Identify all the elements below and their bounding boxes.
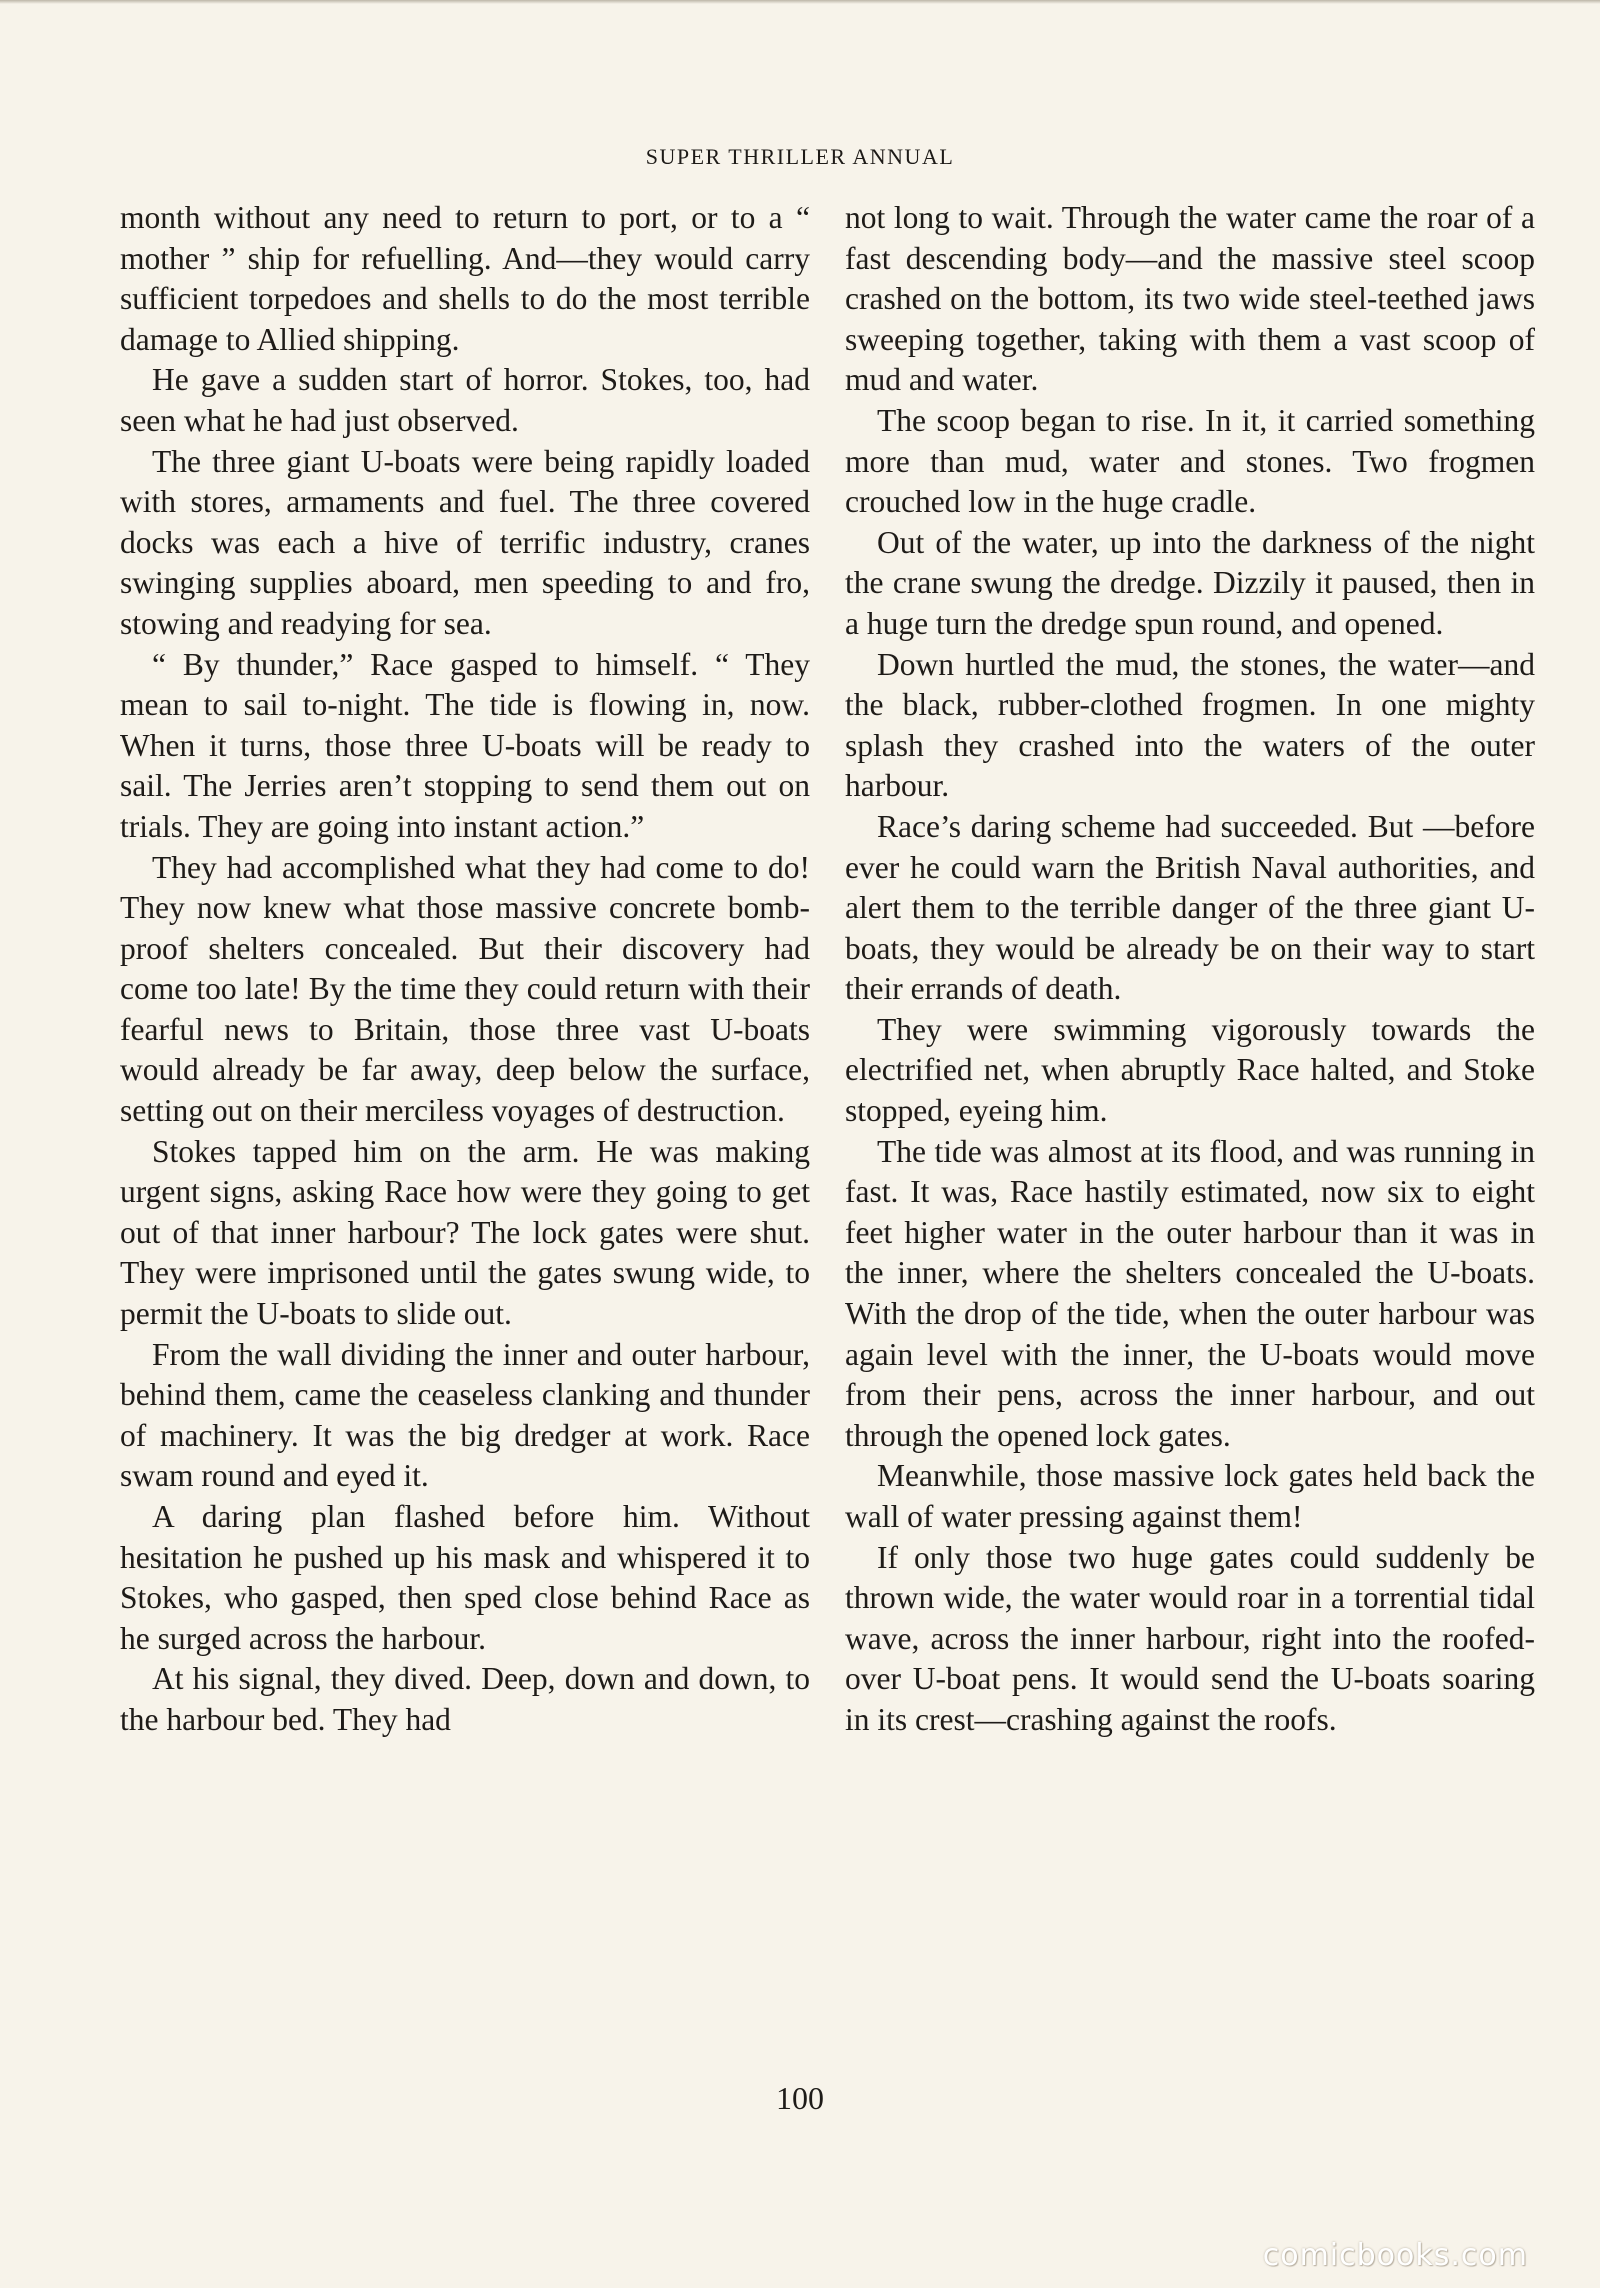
paragraph: A daring plan flashed before him. Without hesitation he pushed up his mask and whispered it to Stokes, who gasped, then sped close behind Race as he surged across the harbour. <box>120 1499 810 1656</box>
paragraph: Meanwhile, those massive lock gates held back the wall of water pressing against them! <box>845 1458 1535 1534</box>
paragraph: month without any need to return to port, or to a “ mother ” ship for refuelling. And—they would carry sufficient torpedoes and shells to do the most terrible damage to Allied shipping. <box>120 200 810 357</box>
paragraph: Out of the water, up into the darkness of the night the crane swung the dredge. Dizzily it paused, then in a huge turn the dredge spun round, and opened. <box>845 524 1535 641</box>
left-column <box>120 198 810 1741</box>
paragraph: Down hurtled the mud, the stones, the water—and the black, rubber-clothed frogmen. In one mighty splash they crashed into the waters of the outer harbour. <box>845 646 1535 804</box>
page-top-edge <box>0 0 1600 4</box>
paragraph: If only those two huge gates could suddenly be thrown wide, the water would roar in a torrential tidal wave, across the inner harbour, right into the roofed-over U-boat pens. It would send the U-boats soaring in its crest—crashing against the roofs. <box>845 1539 1535 1737</box>
paragraph: The tide was almost at its flood, and was running in fast. It was, Race hastily estimated, now six to eight feet higher water in the outer harbour than it was in the inner, where the shelters concealed the U-boats. With the drop of the tide, when the outer harbour was again level with the inner, the U-boats would move from their pens, across the inner harbour, and out through the opened lock gates. <box>845 1133 1535 1453</box>
paragraph: not long to wait. Through the water came the roar of a fast descending body—and the massive steel scoop crashed on the bottom, its two wide steel-teethed jaws sweeping together, taking with them a vast scoop of mud and water. <box>845 200 1535 398</box>
paragraph: At his signal, they dived. Deep, down and down, to the harbour bed. They had <box>120 1661 810 1737</box>
paragraph: They had accomplished what they had come to do! They now knew what those massive concrete bomb-proof shelters concealed. But their discovery had come too late! By the time they could return with their fearful news to Britain, those three vast U-boats would already be far away, deep below the surface, setting out on their merciless voyages of destruction. <box>120 849 810 1129</box>
paragraph: Race’s daring scheme had succeeded. But —before ever he could warn the British Naval authorities, and alert them to the terrible danger of the three giant U-boats, they would be already be on their way to start their errands of death. <box>845 808 1535 1007</box>
paragraph: He gave a sudden start of horror. Stokes, too, had seen what he had just observed. <box>120 362 810 438</box>
paragraph: Stokes tapped him on the arm. He was making urgent signs, asking Race how were they going to get out of that inner harbour? The lock gates were shut. They were imprisoned until the gates swung wide, to permit the U-boats to slide out. <box>120 1133 810 1332</box>
right-column <box>845 198 1535 1741</box>
paragraph: The scoop began to rise. In it, it carried something more than mud, water and stones. Two frogmen crouched low in the huge cradle. <box>845 402 1535 520</box>
watermark: comicbooks.com <box>1262 2238 1528 2273</box>
paragraph: “ By thunder,” Race gasped to himself. “ They mean to sail to-night. The tide is flowing in, now. When it turns, those three U-boats will be ready to sail. The Jerries aren’t stopping to send them out on trials. They are going into instant action.” <box>120 646 810 844</box>
running-header: SUPER THRILLER ANNUAL <box>645 144 955 169</box>
paragraph: From the wall dividing the inner and outer harbour, behind them, came the ceaseless clanking and thunder of machinery. It was the big dredger at work. Race swam round and eyed it. <box>120 1336 810 1494</box>
paragraph: The three giant U-boats were being rapidly loaded with stores, armaments and fuel. The three covered docks was each a hive of terrific industry, cranes swinging supplies aboard, men speeding to and fro, stowing and readying for sea. <box>120 443 810 641</box>
page-number: 100 <box>776 2080 824 2116</box>
paragraph: They were swimming vigorously towards the electrified net, when abruptly Race halted, and Stoke stopped, eyeing him. <box>845 1011 1535 1129</box>
